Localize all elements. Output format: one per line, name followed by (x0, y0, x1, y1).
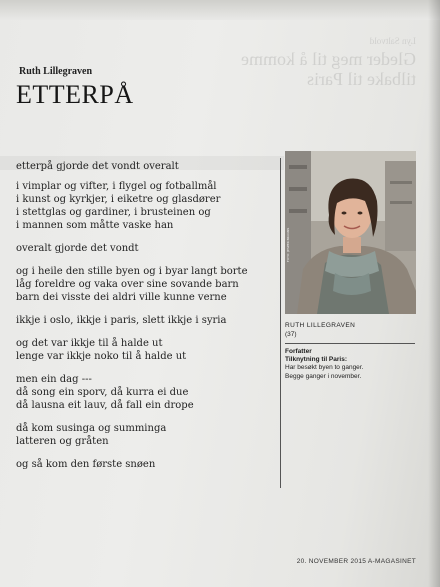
article-title: ETTERPÅ (16, 80, 134, 109)
poem-line: overalt gjorde det vondt (16, 243, 139, 254)
article-author: Ruth Lillegraven (19, 66, 93, 77)
poem-stanza (16, 458, 278, 471)
bleed-through-author: Lyn Saltvold (369, 36, 416, 46)
poem-line: ikkje i oslo, ikkje i paris, slett ikkje i syria (16, 315, 227, 326)
author-portrait (285, 151, 416, 314)
bleed-through-title-2: tilbake til Paris (307, 69, 416, 89)
poem-line: og så kom den første snøen (16, 459, 156, 470)
poem-line: i vimplar og vifter, i flygel og fotballmål (16, 181, 217, 192)
poem-stanza (16, 422, 278, 448)
info-paris-label: Tilknytning til Paris: (285, 356, 348, 363)
author-info-box (285, 322, 415, 381)
poem-stanza (16, 180, 278, 232)
poem-line: då lausna eit lauv, då fall ein drope (16, 400, 194, 411)
poem-line: i kunst og kyrkjer, i eiketre og glasdører (16, 194, 221, 205)
poem-stanza (16, 242, 278, 255)
photo-credit: FOTO: JESPER BRUUNS (286, 227, 290, 262)
poem-line: og det var ikkje til å halde ut (16, 338, 163, 349)
poem-line: og i heile den stille byen og i byar langt borte (16, 266, 248, 277)
info-divider (285, 343, 415, 344)
poem-stanza (16, 337, 278, 363)
poem-body (16, 160, 278, 481)
poem-line: lenge var ikkje noko til å halde ut (16, 351, 187, 362)
bleed-through-title-1: Gleder meg til å komme (241, 49, 416, 69)
info-role: Forfatter (285, 348, 312, 355)
poem-line: latteren og gråten (16, 436, 109, 447)
poem-line: etterpå gjorde det vondt overalt (16, 161, 179, 172)
info-paris-answer-1: Har besøkt byen to ganger. (285, 364, 364, 371)
poem-stanza (16, 314, 278, 327)
info-age: (37) (285, 331, 297, 338)
poem-stanza (16, 373, 278, 412)
poem-stanza (16, 265, 278, 304)
poem-line: låg foreldre og vaka over sine sovande barn (16, 279, 239, 290)
poem-line: i stettglas og gardiner, i brusteinen og (16, 207, 211, 218)
column-divider (280, 158, 281, 488)
poem-stanza (16, 160, 278, 173)
author-photo (285, 151, 416, 314)
poem-line: då song ein sporv, då kurra ei due (16, 387, 189, 398)
page-footer: 20. NOVEMBER 2015 A-MAGASINET (296, 558, 416, 565)
info-paris-answer-2: Begge ganger i november. (285, 373, 362, 380)
bleed-through-text (211, 36, 416, 89)
info-name: RUTH LILLEGRAVEN (285, 322, 356, 329)
poem-line: i mannen som måtte vaske han (16, 220, 174, 231)
poem-line: barn dei visste dei aldri ville kunne verne (16, 292, 227, 303)
poem-line: men ein dag --- (16, 374, 92, 385)
poem-line: då kom susinga og summinga (16, 423, 167, 434)
